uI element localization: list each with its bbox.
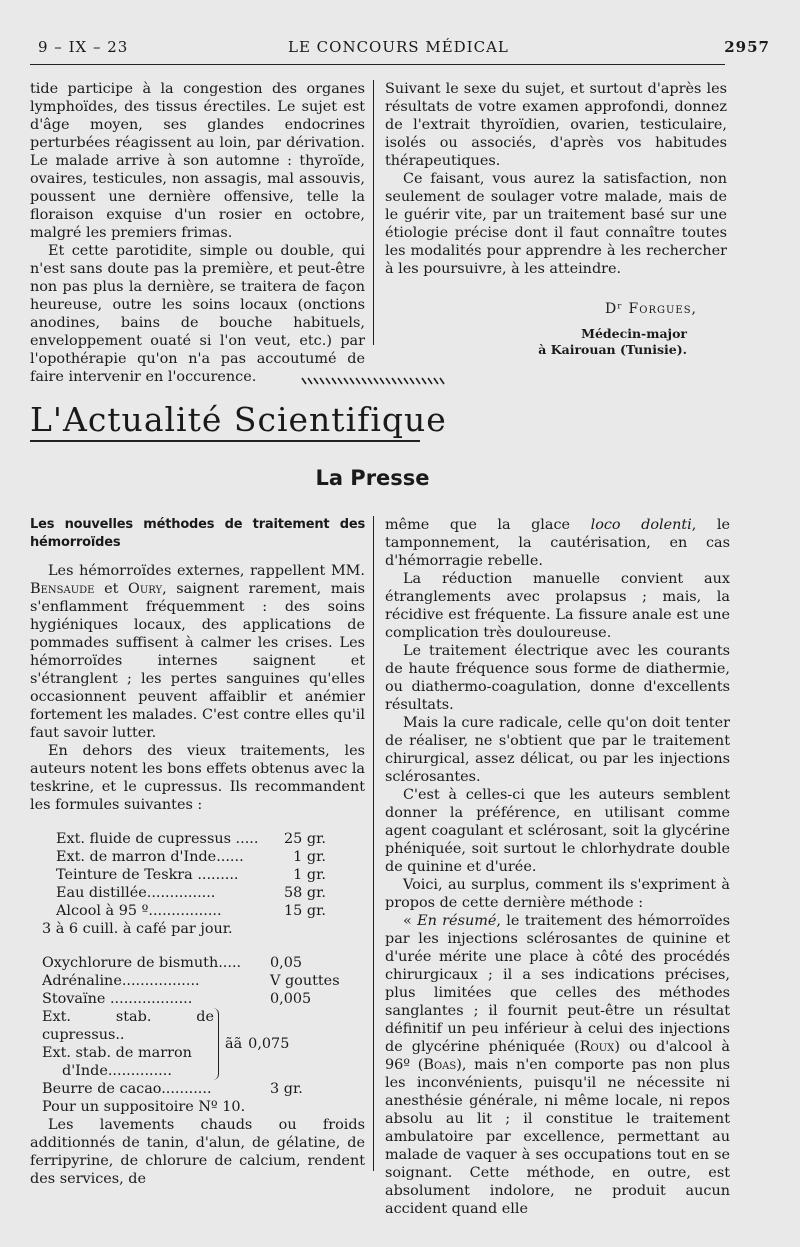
column-divider <box>373 516 374 1171</box>
paragraph <box>30 562 365 742</box>
section-title-rule <box>30 440 420 442</box>
section-subtitle: La Presse <box>315 466 430 490</box>
ingredient-quantity: 25 gr. <box>284 831 326 847</box>
separator-ornament <box>300 376 445 386</box>
ingredient-quantity: 3 gr. <box>270 1081 303 1097</box>
ingredient: Beurre de cacao........... <box>42 1081 212 1097</box>
author-name: Bensaude <box>30 581 95 597</box>
text-run: , le tamponnement, la cautérisation, en cas d'hémorragie rebelle. <box>385 517 730 569</box>
prescription-formula-1 <box>56 830 326 920</box>
ingredient-quantity: 0,075 <box>248 1036 290 1052</box>
text-run: et <box>94 581 129 597</box>
ingredient: Stovaïne .................. <box>42 991 193 1007</box>
ingredient-quantity: V gouttes <box>270 973 340 989</box>
ingredient-quantity: 15 gr. <box>284 903 326 919</box>
running-header <box>30 38 770 62</box>
author-name: Roux <box>579 1039 615 1055</box>
paragraph: Les lavements chauds ou froids additionnés de tanin, d'alun, de gélatine, de ferripyrine, de chlorure de calcium, rendent des services, de <box>30 1117 365 1187</box>
paragraph: C'est à celles-ci que les auteurs semblent donner la préférence, en utilisant comme agent coagulant et sclérosant, soit la glycérine phéniquée, soit surtout le chlorhydrate double de quinine et d'urée. <box>385 787 730 875</box>
dosage-note: 3 à 6 cuill. à café par jour. <box>42 921 233 937</box>
section-title: L'Actualité Scientifique <box>30 400 447 439</box>
column-divider <box>373 80 374 345</box>
ingredient: Adrénaline................. <box>42 973 200 989</box>
author-name: Boas <box>423 1057 457 1073</box>
article-right-column <box>385 516 730 1218</box>
ingredient: Eau distillée............... <box>56 885 216 901</box>
signature-role <box>385 326 727 358</box>
signature-title: Dʳ <box>604 301 624 317</box>
ingredient-quantity: 1 gr. <box>293 849 326 865</box>
suppository-note: Pour un suppositoire Nº 10. <box>42 1099 246 1115</box>
paragraph: La réduction manuelle convient aux étranglements avec prolapsus ; mais, la récidive est fréquente. La fissure anale est une complication très douloureuse. <box>385 571 730 641</box>
paragraph: Voici, au surplus, comment ils s'expriment à propos de cette dernière méthode : <box>385 877 730 911</box>
ingredient-quantity: 0,05 <box>270 955 303 971</box>
article-title: Les nouvelles méthodes de traitement des hémorroïdes <box>30 517 365 550</box>
paragraph: Et cette parotidite, simple ou double, qui n'est sans doute pas la première, et peut-être non pas plus la dernière, se traitera de façon heureuse, outre les soins locaux (onctions anodines, bains de bouche habituels, enveloppement ouaté si l'on veut, etc.) par l'opothérapie qu'on n'a pas accoutumé de faire intervenir en l'occurence. <box>30 243 365 385</box>
text-run: même que la glace <box>385 517 591 533</box>
text-run: , saignent rarement, mais s'enflamment fréquemment : des soins hygiéniques locaux, des applications de pommades suffisent à calmer les crises. Les hémorroïdes internes saignent et s'étranglent ; les pertes sanguines qu'elles occasionnent peuvent affaiblir et anémier fortement les malades. C'est contre elles qu'il faut savoir lutter. <box>30 581 365 741</box>
paragraph <box>385 516 730 570</box>
latin-phrase: loco dolenti <box>590 517 692 533</box>
header-rule <box>30 64 725 65</box>
ingredient-quantity: 0,005 <box>270 991 312 1007</box>
top-left-column <box>30 80 365 386</box>
signature-name <box>385 300 727 318</box>
signature-block <box>385 300 727 358</box>
text-run: « <box>403 913 418 929</box>
ingredient: Alcool à 95 º................ <box>56 903 222 919</box>
ingredient: Ext. stab. de marron <box>42 1045 192 1061</box>
ingredient-quantity: 58 gr. <box>284 885 326 901</box>
paragraph: En dehors des vieux traitements, les auteurs notent les bons effets obtenus avec la teskrine, et le cupressus. Ils recommandent les formules suivantes : <box>30 743 366 813</box>
signature-surname: Forgues, <box>628 301 697 317</box>
signature-role-line: Médecin-major <box>581 326 687 341</box>
paragraph: Suivant le sexe du sujet, et surtout d'après les résultats de votre examen approfondi, donnez de l'extrait thyroïdien, ovarien, testiculaire, isolés ou associés, d'après vos habitudes thérapeutiques. <box>385 81 727 169</box>
ingredient: Oxychlorure de bismuth..... <box>42 955 242 971</box>
ingredient: Ext. de marron d'Inde...... <box>56 849 244 865</box>
top-right-column <box>385 80 727 358</box>
header-date: 9 – IX – 23 <box>38 38 129 56</box>
italic-phrase: En résumé <box>417 913 497 929</box>
paragraph: Ce faisant, vous aurez la satisfaction, non seulement de soulager votre malade, mais de le guérir vite, par un traitement basé sur une étiologie précise dont il faut connaître toutes les modalités pour apprendre à les rechercher à les poursuivre, à les atteindre. <box>385 171 727 277</box>
ingredient: Teinture de Teskra ......... <box>56 867 239 883</box>
paragraph: Le traitement électrique avec les courants de haute fréquence sous forme de diathermie, ou diathermo-coagulation, donne d'excellents résultats. <box>385 643 730 713</box>
header-journal-title: LE CONCOURS MÉDICAL <box>288 38 509 56</box>
ana-partes-mark: ãã <box>225 1036 243 1052</box>
text-run: ) ou d'alcool à 96º ( <box>385 1039 730 1073</box>
paragraph: tide participe à la congestion des organes lymphoïdes, des tissus érectiles. Le sujet est d'âge moyen, ses glandes endocrines perturbées réagissent au loin, par dérivation. Le malade arrive à son automne : thyroïde, ovaires, testicules, non assagis, mal assouvis, poussent une dernière offensive, telle la floraison exquise d'un rosier en octobre, malgré les premiers frimas. <box>30 81 365 241</box>
bracketed-ingredients <box>42 1008 342 1080</box>
paragraph: Mais la cure radicale, celle qu'on doit tenter de réaliser, ne s'obtient que par le traitement chirurgical, assez délicat, ou par les injections sclérosantes. <box>385 715 730 785</box>
article-left-column <box>30 516 365 1188</box>
ingredient-quantity: 1 gr. <box>293 867 326 883</box>
text-run: Les hémorroïdes externes, rappellent MM. <box>48 563 365 579</box>
signature-location: à Kairouan (Tunisie). <box>538 342 687 357</box>
header-page-number: 2957 <box>724 38 770 56</box>
author-name: Oury <box>128 581 163 597</box>
ingredient: Ext. stab. de cupressus.. <box>42 1009 214 1043</box>
ingredient: d'Inde.............. <box>62 1063 172 1079</box>
text-run: ), mais n'en comporte pas non plus les inconvénients, puisqu'il ne nécessite ni anesthésie générale, ni même locale, ni repos absolu au lit ; il constitue le traitement ambulatoire par excellence, permettant au malade de vaquer à ses occupations tout en se soignant. Cette méthode, en outre, est absolument indolore, ne produit aucun accident quand elle <box>385 1057 730 1217</box>
paragraph <box>385 912 730 1218</box>
text-run: , le traitement des hémorroïdes par les injections sclérosantes de quinine et d'urée mérite une place à côté des procédés chirurgicaux ; il a ses indications précises, plus limitées que celles des méthodes sanglantes ; il fournit peut-être un résultat définitif un peu inférieur à celui des injections de glycérine phéniquée ( <box>385 913 730 1055</box>
prescription-formula-2 <box>42 954 342 1098</box>
ingredient: Ext. fluide de cupressus ..... <box>56 831 259 847</box>
